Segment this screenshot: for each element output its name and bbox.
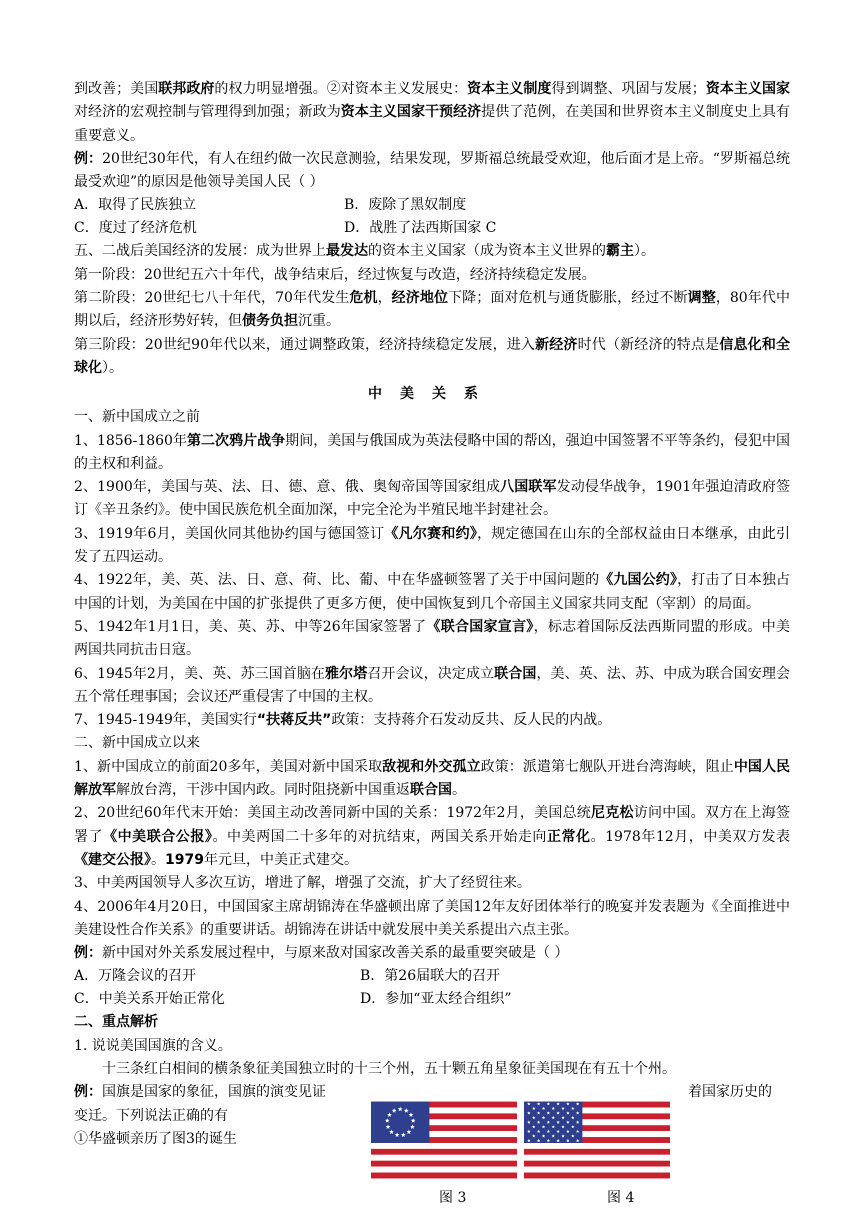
analysis-heading: 二、重点解析 xyxy=(74,1014,158,1031)
text: 。1978年12月，中美双方发表 xyxy=(590,828,791,845)
bold-text: 正常化 xyxy=(546,828,591,845)
bold-text: 霸主 xyxy=(606,243,634,260)
text: 访问中国。双方在上海签署了 xyxy=(74,805,791,845)
text: 政策：派遣第七舰队开进台湾海峡，阻止 xyxy=(480,758,734,775)
text: ，打击了日本独占中国的计划，为美国在中国的扩张提供了更多方便，使中国恢复到几个帝国主义国家共同支配（宰割）的局面。 xyxy=(74,572,791,612)
flag-stripe xyxy=(371,1149,517,1155)
section-five xyxy=(74,240,790,263)
text: 年元旦，中美正式建交。 xyxy=(203,851,358,868)
bold-text: 经济地位 xyxy=(391,290,449,307)
text: 对经济的宏观控制与管理得到加强；新政为 xyxy=(74,104,341,121)
bold-text: 资本主义国家 xyxy=(705,81,791,97)
text: 政策：支持蒋介石发动反共、反人民的内战。 xyxy=(331,712,612,729)
analysis-question-1: 1. 说说美国国旗的含义。 xyxy=(74,1037,232,1054)
example-2-options-row-1 xyxy=(74,965,790,988)
text: 7、1945-1949年，美国实行 xyxy=(74,712,257,729)
flag-stripe xyxy=(371,1143,517,1149)
flag-figure-3 xyxy=(371,1089,517,1191)
stage-1: 第一阶段：20世纪五六十年代，战争结束后，经过恢复与改造，经济持续稳定发展。 xyxy=(74,266,596,283)
text: 。中美两国二十多年的对抗结束，两国关系开始走向 xyxy=(212,828,547,845)
example-2-options-row-2 xyxy=(74,988,790,1011)
bold-text: 联合国 xyxy=(494,665,537,682)
section-title: 中美关系 xyxy=(368,386,496,403)
figure-4-caption: 图 4 xyxy=(607,1190,635,1207)
option-c: C．度过了经济危机 xyxy=(74,220,197,237)
after-item-2 xyxy=(74,802,790,872)
text: 国旗是国家的象征，国旗的演变见证 xyxy=(102,1084,326,1101)
option-d: D．参加“亚太经合组织” xyxy=(360,991,512,1008)
flag-example-block xyxy=(74,1081,790,1207)
bold-text: 《中美联合公报》 xyxy=(103,828,213,845)
figure-3-caption: 图 3 xyxy=(439,1190,467,1207)
bold-text: 调整 xyxy=(687,290,716,307)
after-item-4: 4、2006年4月20日，中国国家主席胡锦涛在华盛顿出席了美国12年友好团体举行的晚宴并发表题为《全面推进中美建设性合作关系》的重要讲话。胡锦涛在讲话中就发展中美关系提出六点主张。 xyxy=(74,898,790,938)
flag-stripe xyxy=(524,1155,670,1161)
text: 1、新中国成立的前面20多年，美国对新中国采取 xyxy=(74,758,383,775)
text: 6、1945年2月，美、英、苏三国首脑在 xyxy=(74,665,326,682)
flag-figure-4 xyxy=(524,1089,670,1191)
after-item-1 xyxy=(74,756,790,803)
bold-text: 联合国 xyxy=(410,782,452,799)
text: 1、1856-1860年 xyxy=(74,432,187,449)
example-1-options-row-1 xyxy=(74,194,790,217)
bold-text: 中国人民解放军 xyxy=(74,758,791,799)
text: 2、20世纪60年代末开始：美国主动改善同新中国的关系：1972年2月，美国总统 xyxy=(74,805,592,822)
example-1-options-row-2 xyxy=(74,217,790,240)
text: 解放台湾，干涉中国内政。同时阻挠新中国重返 xyxy=(116,782,410,799)
option-d: D．战胜了法西斯国家 C xyxy=(344,220,497,237)
text: 。 xyxy=(452,782,466,799)
text: 沉重。 xyxy=(298,313,340,330)
text: 的权力明显增强。②对资本主义发展史： xyxy=(214,81,468,97)
bold-text: 《联合国家宣言》 xyxy=(426,618,534,635)
bold-text: 敌视和外交孤立 xyxy=(382,758,481,775)
before-item-1 xyxy=(74,430,790,477)
flag-stripe xyxy=(371,1161,517,1167)
example-3-line-1 xyxy=(74,1081,360,1104)
bold-text: 联邦政府 xyxy=(158,81,215,97)
bold-text: 尼克松 xyxy=(591,805,634,822)
bold-text: 最发达 xyxy=(326,243,368,260)
flag-stripe xyxy=(524,1149,670,1155)
example-label: 例： xyxy=(74,945,102,962)
text: 发动侵华战争，1901年强迫清政府签订《辛丑条约》。使中国民族危机全面加深，中完全沦为半殖民地半封建社会。 xyxy=(74,479,790,519)
stage-2 xyxy=(74,287,790,334)
text: 到改善；美国 xyxy=(74,81,159,97)
text: ，规定德国在山东的全部权益由日本继承，由此引发了五四运动。 xyxy=(74,525,791,566)
example-2 xyxy=(74,942,790,965)
text: 4、1922年，美、英、法、日、意、荷、比、葡、中在华盛顿签署了关于中国问题的 xyxy=(74,572,600,589)
text: 时代（新经济的特点是 xyxy=(577,336,720,353)
text: 5、1942年1月1日，美、英、苏、中等26年国家签署了 xyxy=(74,618,427,635)
flag-stripe xyxy=(371,1167,517,1173)
example-3-line-3: ①华盛顿亲历了图3的诞生 xyxy=(74,1130,237,1147)
after-heading: 二、新中国成立以来 xyxy=(74,735,200,752)
flag-stripe xyxy=(524,1143,670,1149)
option-b: B．废除了黑奴制度 xyxy=(344,197,467,214)
flag-stripe xyxy=(524,1161,670,1167)
before-item-6 xyxy=(74,663,790,710)
text: 第二阶段：20世纪七八十年代，70年代发生 xyxy=(74,290,350,307)
text: 。 xyxy=(151,851,165,868)
text: ，80年代中期以后，经济形势好转，但 xyxy=(74,290,790,330)
before-heading: 一、新中国成立之前 xyxy=(74,409,200,426)
bold-text: 1979 xyxy=(165,851,204,868)
bold-text: 信息化和全球化 xyxy=(74,336,791,376)
example-3-line-2: 变迁。下列说法正确的有 xyxy=(74,1107,228,1124)
stage-3 xyxy=(74,334,790,381)
flag-example-text xyxy=(74,1081,360,1151)
bold-text: 资本主义制度 xyxy=(467,81,552,97)
bold-text: “扶蒋反共” xyxy=(256,712,332,729)
before-item-3 xyxy=(74,523,790,570)
flag-stripe xyxy=(524,1167,670,1173)
text: ）。 xyxy=(102,359,123,376)
text: 召开会议，决定成立 xyxy=(367,665,495,682)
bold-text: 雅尔塔 xyxy=(325,665,368,682)
bold-text: 《凡尔赛和约》 xyxy=(384,525,478,542)
text: 下降；面对危机与通货膨胀，经过不断 xyxy=(448,290,688,307)
flag-stripe xyxy=(371,1173,517,1179)
bold-text: 危机 xyxy=(349,290,378,307)
before-item-7 xyxy=(74,709,790,732)
bold-text: 《建交公报》 xyxy=(74,851,151,868)
text: ）。 xyxy=(634,243,655,260)
text: 期间，美国与俄国成为英法侵略中国的帮凶，强迫中国签署不平等条约，侵犯中国的主权和利益。 xyxy=(74,432,791,472)
text: 五、二战后美国经济的发展：成为世界上 xyxy=(74,243,326,260)
bold-text: 新经济 xyxy=(535,336,578,353)
flag-stripe xyxy=(371,1155,517,1161)
text: 3、1919年6月，美国伙同其他协约国与德国签订 xyxy=(74,525,385,542)
before-item-2 xyxy=(74,476,790,523)
analysis-answer-1: 十三条红白相间的横条象征美国独立时的十三个州，五十颗五角星象征美国现在有五十个州。 xyxy=(102,1060,676,1077)
text: 2、1900年，美国与英、法、日、德、意、俄、奥匈帝国等国家组成 xyxy=(74,479,501,496)
bold-text: 《九国公约》 xyxy=(599,572,678,589)
example-3-right-text: 着国家历史的 xyxy=(688,1084,772,1101)
bold-text: 资本主义国家干预经济 xyxy=(340,104,482,121)
bold-text: 债务负担 xyxy=(242,313,298,330)
example-label: 例： xyxy=(74,1084,102,1101)
example-1 xyxy=(74,148,790,195)
text: 第三阶段：20世纪90年代以来，通过调整政策，经济持续稳定发展，进入 xyxy=(74,336,536,353)
example-question: 20世纪30年代，有人在纽约做一次民意测验，结果发现，罗斯福总统最受欢迎，他后面才是上帝。“罗斯福总统最受欢迎”的原因是他领导美国人民（ ） xyxy=(74,150,791,191)
paragraph-new-deal-impact xyxy=(74,78,790,148)
option-b: B．第26届联大的召开 xyxy=(360,968,501,985)
text: ，美、英、法、苏、中成为联合国安理会五个常任理事国；会议还严重侵害了中国的主权。 xyxy=(74,665,791,705)
document-page xyxy=(74,78,791,1207)
text: ， xyxy=(377,290,392,307)
text: 得到调整、巩固与发展； xyxy=(551,81,706,97)
option-a: A．万隆会议的召开 xyxy=(74,968,197,985)
text: ，标志着国际反法西斯同盟的形成。中美两国共同抗击日寇。 xyxy=(74,618,791,659)
before-item-4 xyxy=(74,569,790,616)
text: 提供了范例，在美国和世界资本主义制度史上具有重要意义。 xyxy=(74,104,791,144)
example-label: 例： xyxy=(74,150,103,167)
before-item-5 xyxy=(74,616,790,663)
flag-stripe xyxy=(524,1173,670,1179)
text: 的资本主义国家（成为资本主义世界的 xyxy=(368,243,606,260)
option-c: C．中美关系开始正常化 xyxy=(74,991,225,1008)
bold-text: 第二次鸦片战争 xyxy=(187,432,286,449)
option-a: A．取得了民族独立 xyxy=(74,197,197,214)
after-item-3: 3、中美两国领导人多次互访，增进了解，增强了交流，扩大了经贸往来。 xyxy=(74,875,531,892)
bold-text: 八国联军 xyxy=(500,479,557,496)
example-question: 新中国对外关系发展过程中，与原来敌对国家改善关系的最重要突破是（ ） xyxy=(102,945,569,962)
